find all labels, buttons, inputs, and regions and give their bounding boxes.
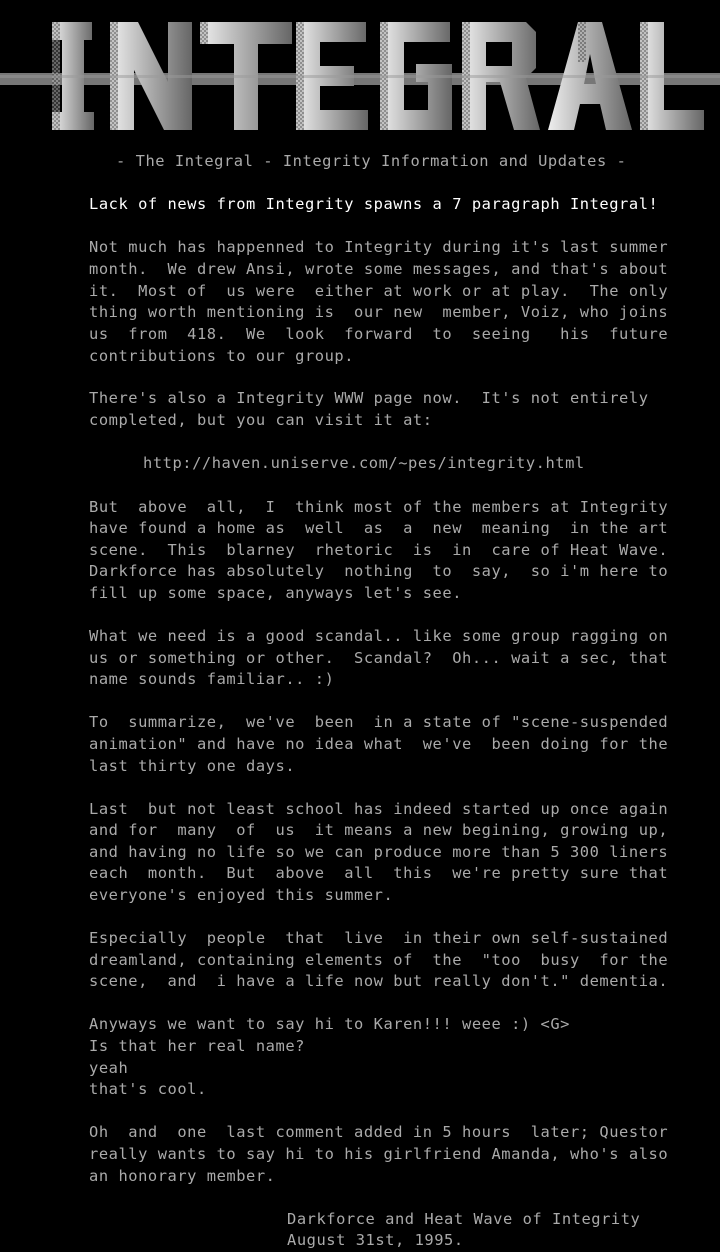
text-line: To summarize, we've been in a state of "scene-suspended [89,713,669,731]
text-line: an honorary member. [89,1167,276,1185]
text-line: dreamland, containing elements of the "too busy for the [89,951,669,969]
signature-authors: Darkforce and Heat Wave of Integrity [287,1210,641,1228]
website-url[interactable]: http://haven.uniserve.com/~pes/integrity.html [143,454,585,472]
text-line: and having no life so we can produce more than 5 300 liners [89,843,669,861]
text-line: Oh and one last comment added in 5 hours later; Questor [89,1123,669,1141]
text-line: Not much has happenned to Integrity during it's last summer [89,238,669,256]
text-line: animation" and have no idea what we've been doing for the [89,735,669,753]
text-line: There's also a Integrity WWW page now. It's not entirely [89,389,649,407]
text-line: Last but not least school has indeed started up once again [89,800,669,818]
text-line: contributions to our group. [89,347,355,365]
text-line: and for many of us it means a new begining, growing up, [89,821,669,839]
text-line: month. We drew Ansi, wrote some messages, and that's about [89,260,669,278]
text-line: scene. This blarney rhetoric is in care of Heat Wave. [89,541,669,559]
text-line: it. Most of us were either at work or at play. The only [89,282,669,300]
text-line: that's cool. [89,1080,207,1098]
text-line: But above all, I think most of the members at Integrity [89,498,669,516]
text-line: fill up some space, anyways let's see. [89,584,463,602]
text-line: Darkforce has absolutely nothing to say, so i'm here to [89,562,669,580]
text-line: everyone's enjoyed this summer. [89,886,394,904]
text-line: thing worth mentioning is our new member, Voiz, who joins [89,303,669,321]
text-line: Anyways we want to say hi to Karen!!! weee :) <G> [89,1015,570,1033]
text-line: each month. But above all this we're pretty sure that [89,864,669,882]
integral-logo [0,0,720,140]
text-line: really wants to say hi to his girlfriend Amanda, who's also [89,1145,669,1163]
signature-date: August 31st, 1995. [287,1231,464,1249]
text-line: yeah [89,1059,129,1077]
text-line: have found a home as well as a new meaning in the art [89,519,669,537]
text-line: Is that her real name? [89,1037,305,1055]
text-line: Especially people that live in their own self-sustained [89,929,669,947]
text-line: scene, and i have a life now but really don't." dementia. [89,972,669,990]
text-line: us or something or other. Scandal? Oh... wait a sec, that [89,649,669,667]
text-line: completed, but you can visit it at: [89,411,433,429]
text-line: last thirty one days. [89,757,296,775]
page-title: - The Integral - Integrity Information and Updates - [116,152,627,170]
headline: Lack of news from Integrity spawns a 7 paragraph Integral! [89,195,659,213]
text-line: name sounds familiar.. :) [89,670,335,688]
text-line: What we need is a good scandal.. like some group ragging on [89,627,669,645]
text-line: us from 418. We look forward to seeing his future [89,325,669,343]
